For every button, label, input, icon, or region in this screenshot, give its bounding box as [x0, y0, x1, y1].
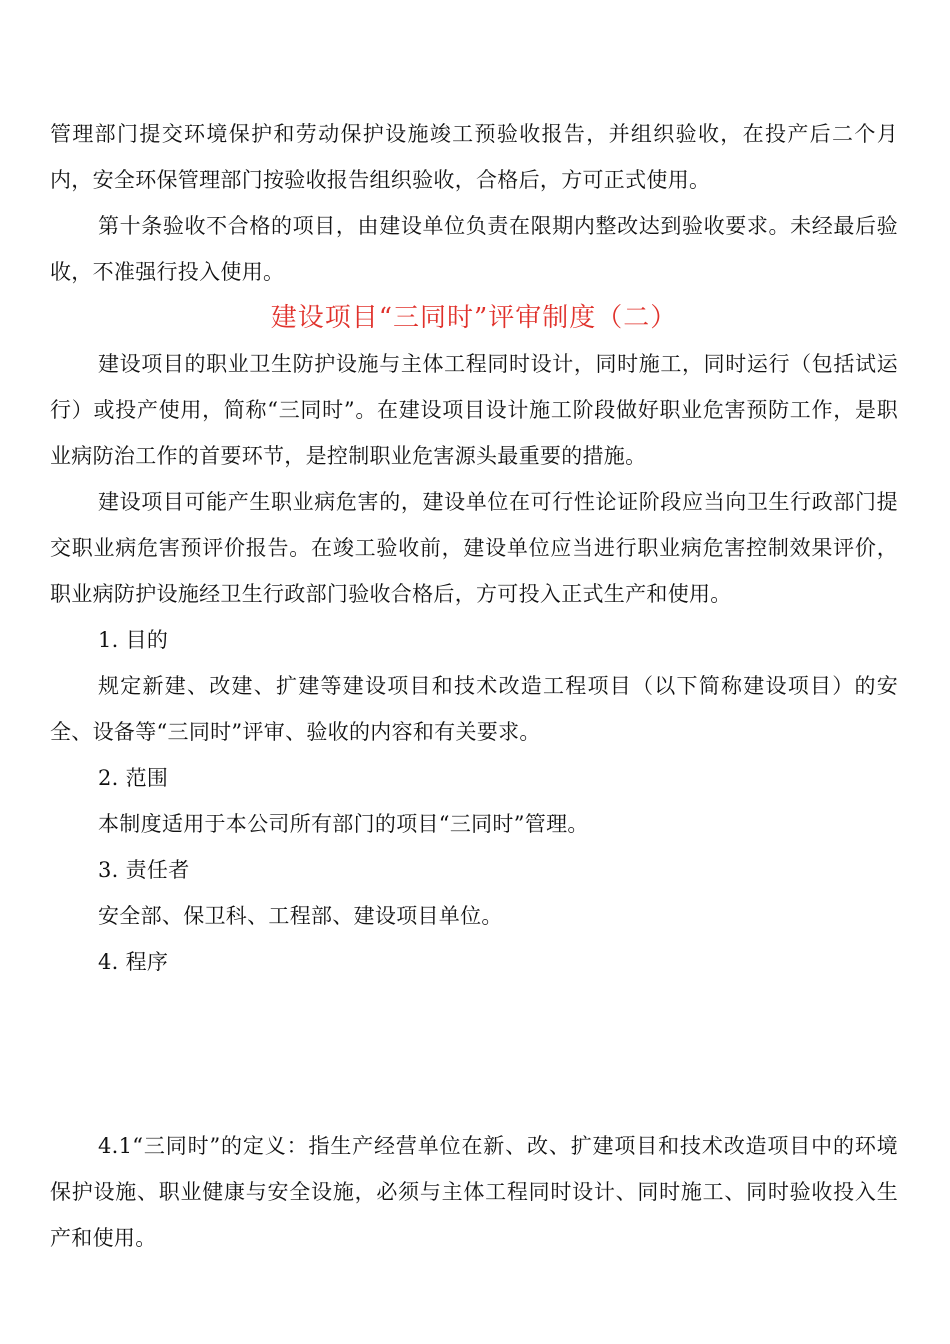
heading-procedure: 4. 程序: [98, 950, 169, 974]
paragraph-definition: 4.1“三同时”的定义：指生产经营单位在新、改、扩建项目和技术改造项目中的环境保护设施、职业健康与安全设施，必须与主体工程同时设计、同时施工、同时验收投入生产和使用。: [50, 1134, 898, 1250]
paragraph-three-simultaneities-intro: 建设项目的职业卫生防护设施与主体工程同时设计，同时施工，同时运行（包括试运行）或投产使用，简称“三同时”。在建设项目设计施工阶段做好职业危害预防工作，是职业病防治工作的首要环节，是控制职业危害源头最重要的措施。: [50, 352, 898, 468]
section-title: 建设项目“三同时”评审制度（二）: [270, 303, 678, 333]
paragraph-scope: 本制度适用于本公司所有部门的项目“三同时”管理。: [98, 812, 589, 836]
page-gap: [50, 985, 898, 1123]
heading-responsible: 3. 责任者: [98, 858, 190, 882]
heading-scope: 2. 范围: [98, 766, 169, 790]
paragraph-acceptance-report: 管理部门提交环境保护和劳动保护设施竣工预验收报告，并组织验收，在投产后二个月内，安全环保管理部门按验收报告组织验收，合格后，方可正式使用。: [50, 122, 898, 192]
heading-purpose: 1. 目的: [98, 628, 169, 652]
paragraph-article-ten: 第十条验收不合格的项目，由建设单位负责在限期内整改达到验收要求。未经最后验收，不准强行投入使用。: [50, 214, 898, 284]
paragraph-occupational-hazard: 建设项目可能产生职业病危害的，建设单位在可行性论证阶段应当向卫生行政部门提交职业病危害预评价报告。在竣工验收前，建设单位应当进行职业病危害控制效果评价，职业病防护设施经卫生行政部门验收合格后，方可投入正式生产和使用。: [50, 490, 898, 606]
document-page: [50, 111, 898, 1261]
paragraph-purpose: 规定新建、改建、扩建等建设项目和技术改造工程项目（以下简称建设项目）的安全、设备等“三同时”评审、验收的内容和有关要求。: [50, 674, 898, 744]
paragraph-responsible: 安全部、保卫科、工程部、建设项目单位。: [98, 904, 503, 928]
